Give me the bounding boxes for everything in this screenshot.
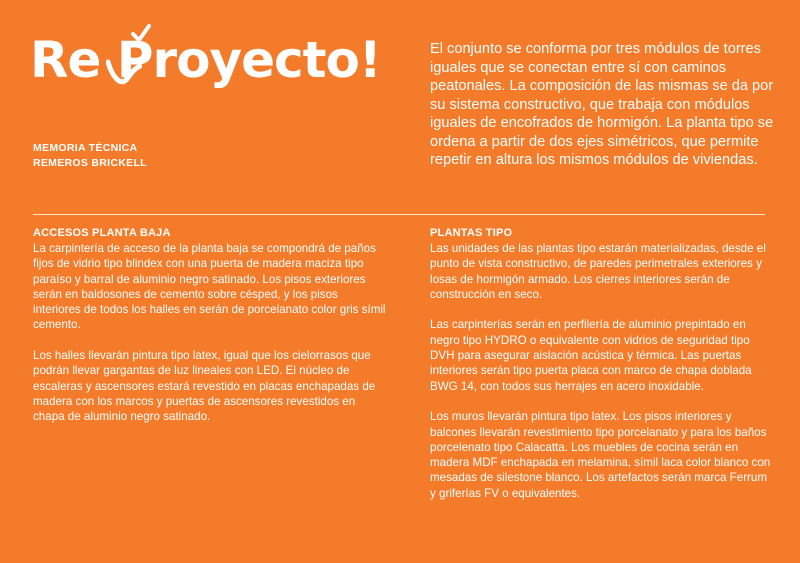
right-column xyxy=(430,226,775,516)
subtitle-line-2: REMEROS BRICKELL xyxy=(33,157,147,169)
right-paragraph-3: Los muros llevarán pintura tipo latex. Los pisos interiores y balcones llevarán revestimiento tipo porcelanato y para los baños porcelenato tipo Calacatta. Los muebles de cocina serán en madera MDF enchapada en melamina, símil laca color blanco con mesadas de silestone blanco. Los artefactos serán marca Ferrum y griferías FV o equivalentes. xyxy=(430,410,771,500)
left-paragraph-1: La carpintería de acceso de la planta baja se compondrá de paños fijos de vidrio tipo blindex con una puerta de madera maciza tipo paraíso y barral de aluminio negro satinado. Los pisos exteriores serán en baldosones de cemento sobre césped, y los pisos interiores de todos los halles en serán de porcelanato color gris símil cemento. xyxy=(33,242,386,332)
subtitle-line-1: MEMORIA TÉCNICA xyxy=(33,142,138,154)
document-subtitle xyxy=(33,141,147,171)
logo-swoosh-icon xyxy=(106,56,142,90)
right-paragraph-2: Las carpinterías serán en perfilería de aluminio prepintado en negro tipo HYDRO o equivalente con vidrios de seguridad tipo DVH para asegurar aislación acústica y térmica. Las puertas interiores serán tipo puerta placa con marco de chapa doblada BWG 14, con todos sus herrajes en acero inoxidable. xyxy=(430,318,752,393)
logo xyxy=(30,30,381,90)
left-section-heading: ACCESOS PLANTA BAJA xyxy=(33,227,171,239)
right-section-heading: PLANTAS TIPO xyxy=(430,227,513,239)
logo-text: Re Proyecto! xyxy=(30,31,381,89)
intro-paragraph: El conjunto se conforma por tres módulos de torres iguales que se conectan entre sí con caminos peatonales. La composición de las mismas se da por su sistema constructivo, que trabaja con módulos iguales de encofrados de hormigón. La planta tipo se ordena a partir de dos ejes simétricos, que permite repetir en altura los mismos módulos de viviendas. xyxy=(430,41,774,168)
section-divider xyxy=(33,214,765,215)
left-paragraph-2: Los halles llevarán pintura tipo latex, igual que los cielorrasos que podrán llevar gargantas de luz lineales con LED. El núcleo de escaleras y ascensores estará revestido en placas enchapadas de madera con los marcos y puertas de ascensores revestidos en chapa de aluminio negro satinado. xyxy=(33,349,376,424)
left-column xyxy=(33,226,388,440)
right-paragraph-1: Las unidades de las plantas tipo estarán materializadas, desde el punto de vista constructivo, de paredes perimetrales exteriores y losas de hormigón armado. Los cierres interiores serán de construcción en seco. xyxy=(430,242,766,301)
logo-check-icon xyxy=(130,22,152,44)
